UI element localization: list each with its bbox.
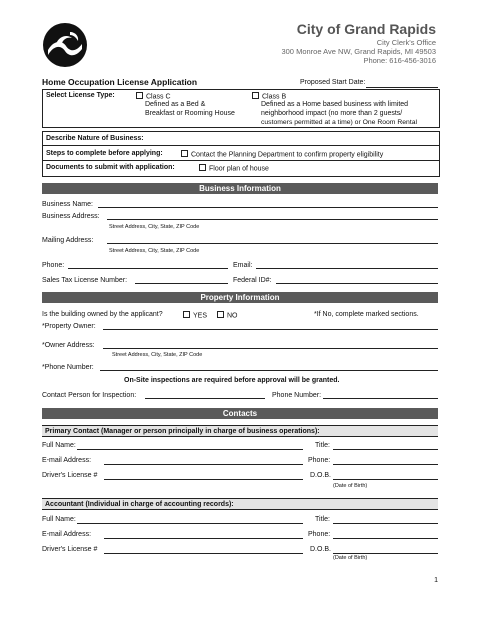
inspection-contact-label: Contact Person for Inspection: [42,392,137,399]
business-address-label: Business Address: [42,213,100,220]
accountant-email-field[interactable] [104,538,303,539]
mailing-address-field[interactable] [107,243,438,244]
owned-yes-option[interactable] [183,311,207,320]
license-type-label: Select License Type: [46,92,115,99]
business-name-label: Business Name: [42,201,93,208]
documents-option-text: Floor plan of house [209,165,269,173]
accountant-full-name-field[interactable] [77,523,303,524]
steps-checkbox[interactable] [181,150,188,157]
accountant-heading: Accountant (Individual in charge of accounting records): [42,498,438,510]
business-address-hint: Street Address, City, State, ZIP Code [109,224,200,230]
steps-option-text: Contact the Planning Department to confirm property eligibility [191,151,384,159]
accountant-license-label: Driver's License # [42,546,98,553]
primary-email-label: E-mail Address: [42,457,92,464]
property-owner-field[interactable] [103,329,438,330]
primary-license-field[interactable] [104,479,303,480]
federal-id-field[interactable] [276,283,438,284]
business-phone-label: Phone: [42,262,65,269]
inspection-notice: On-Site inspections are required before approval will be granted. [124,377,340,384]
documents-label: Documents to submit with application: [46,164,175,171]
primary-full-name-field[interactable] [77,449,303,450]
inspection-contact-field[interactable] [145,398,265,399]
primary-dob-field[interactable] [333,479,438,480]
class-c-option[interactable] [136,92,171,101]
primary-license-label: Driver's License # [42,472,98,479]
accountant-full-name-label: Full Name: [42,516,76,523]
yes-label: YES [193,312,208,320]
proposed-start-field[interactable] [366,87,438,88]
accountant-phone-field[interactable] [333,538,438,539]
owner-address-label: *Owner Address: [42,342,95,349]
class-c-title: Class C [146,93,171,101]
proposed-start-label: Proposed Start Date: [300,79,366,86]
floor-plan-checkbox[interactable] [199,164,206,171]
owner-phone-label: *Phone Number: [42,364,94,371]
business-address-field[interactable] [107,219,438,220]
accountant-title-label: Title: [315,516,330,523]
if-no-note: *If No, complete marked sections. [314,311,419,318]
primary-title-label: Title: [315,442,330,449]
owner-address-hint: Street Address, City, State, ZIP Code [112,352,203,358]
primary-contact-heading: Primary Contact (Manager or person principally in charge of business operations): [42,425,438,437]
contacts-heading: Contacts [42,408,438,419]
no-label: NO [227,312,238,320]
primary-title-field[interactable] [333,449,438,450]
inspection-phone-label: Phone Number: [272,392,322,399]
office-address: 300 Monroe Ave NW, Grand Rapids, MI 49503 [281,47,436,56]
sales-tax-field[interactable] [135,283,228,284]
business-phone-field[interactable] [68,268,228,269]
accountant-phone-label: Phone: [308,531,331,538]
primary-phone-label: Phone: [308,457,331,464]
form-title: Home Occupation License Application [42,77,198,87]
office-phone: Phone: 616-456-3016 [363,56,436,65]
describe-nature-label: Describe Nature of Business: [46,135,144,142]
federal-id-label: Federal ID#: [233,277,272,284]
no-checkbox[interactable] [217,311,224,318]
accountant-dob-field[interactable] [333,553,438,554]
accountant-title-field[interactable] [333,523,438,524]
primary-email-field[interactable] [104,464,303,465]
class-b-desc-3: customers permitted at a time) or One Room Rental [261,119,418,126]
class-c-desc-1: Defined as a Bed & [145,101,206,108]
owner-address-field[interactable] [103,348,438,349]
business-email-label: Email: [233,262,253,269]
class-b-title: Class B [262,93,287,101]
accountant-license-field[interactable] [104,553,303,554]
business-email-field[interactable] [256,268,438,269]
sales-tax-label: Sales Tax License Number: [42,277,128,284]
steps-label: Steps to complete before applying: [46,150,163,157]
property-info-heading: Property Information [42,292,438,303]
class-b-desc-2: neighborhood impact (no more than 2 guests/ [261,110,403,117]
documents-option[interactable] [199,164,269,173]
owned-question: Is the building owned by the applicant? [42,311,163,318]
nature-divider-2 [42,160,439,161]
accountant-dob-hint: (Date of Birth) [333,555,368,561]
owned-no-option[interactable] [217,311,238,320]
business-name-field[interactable] [98,207,438,208]
class-c-checkbox[interactable] [136,92,143,99]
class-c-desc-2: Breakfast or Rooming House [145,110,235,117]
class-b-checkbox[interactable] [252,92,259,99]
property-owner-label: *Property Owner: [42,323,96,330]
yes-checkbox[interactable] [183,311,190,318]
office-name: City Clerk's Office [376,38,436,47]
class-b-option[interactable] [252,92,286,101]
accountant-dob-label: D.O.B. [310,546,332,553]
org-name: City of Grand Rapids [296,21,436,37]
city-logo [42,22,88,68]
owner-phone-field[interactable] [100,370,438,371]
inspection-phone-field[interactable] [323,398,438,399]
primary-full-name-label: Full Name: [42,442,76,449]
accountant-email-label: E-mail Address: [42,531,92,538]
primary-dob-hint: (Date of Birth) [333,483,368,489]
steps-option[interactable] [181,150,383,159]
class-b-desc-1: Defined as a Home based business with limited [261,101,409,108]
page-number: 1 [434,577,438,584]
primary-phone-field[interactable] [333,464,438,465]
mailing-address-hint: Street Address, City, State, ZIP Code [109,248,200,254]
business-info-heading: Business Information [42,183,438,194]
nature-divider-1 [42,145,439,146]
mailing-address-label: Mailing Address: [42,237,94,244]
primary-dob-label: D.O.B. [310,472,332,479]
